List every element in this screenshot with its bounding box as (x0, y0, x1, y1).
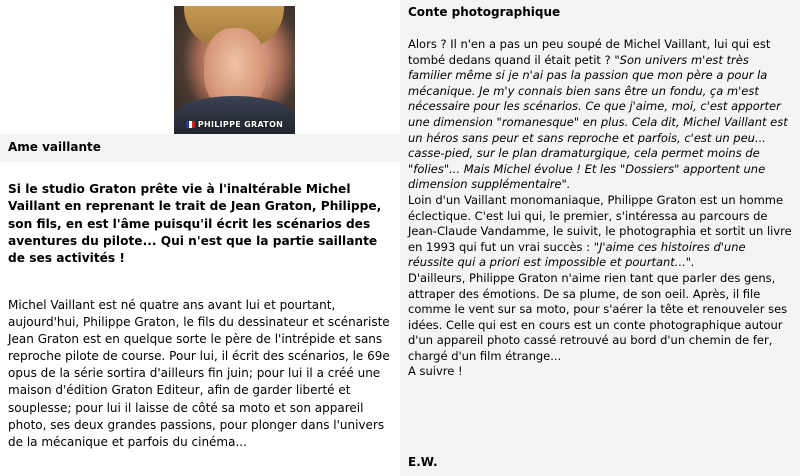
section-title: Ame vaillante (8, 140, 101, 154)
right-text (408, 37, 792, 380)
french-flag-icon (186, 121, 195, 128)
paragraph-4-text: A suivre ! (408, 364, 463, 379)
intro-paragraph: Si le studio Graton prête vie à l'inaltérable Michel Vaillant en reprenant le trait de Jean Graton, Philippe, son fils, en est l'âme puisqu'il écrit les scénarios des aventures du pilote... Qui n'est que la partie saillante de ses activités ! (8, 182, 382, 266)
signature: E.W. (408, 455, 438, 469)
paragraph-3-text: D'ailleurs, Philippe Graton n'aime rien tant que parler des gens, attraper des émotions. De sa plume, de son oeil. Après, il file comme le vent sur sa moto, pour s'aérer la tête et renouveler ses idées. Celle qui est en cours est un conte photographique autour d'un appareil photo cassé retrouvé au bord d'un chemin de fer, chargé d'un film étrange... (408, 270, 788, 363)
paragraph-2-text: Loin d'un Vaillant monomaniaque, Philippe Graton est un homme éclectique. C'est lui qui, le premier, s'intéressa au parcours de Jean-Claude Vandamme, le suivit, le photographia et sortit un livre en 1993 qui fut un vrai succès : (408, 192, 792, 254)
body-paragraph-left: Michel Vaillant est né quatre ans avant lui et pourtant, aujourd'hui, Philippe Graton, le fils du dessinateur et scénariste Jean Graton est en quelque sorte le père de l'intrépide et sans reproche pilote de course. Pour lui, il écrit des scénarios, le 69e opus de la série sortira d'ailleurs fin juin; pour lui il a créé une maison d'édition Graton Editeur, afin de garder liberté et souplesse; pour lui il laisse de côté sa moto et son appareil photo, ses deux grandes passions, pour plonger dans l'univers de la mécanique et parfois du cinéma... (8, 298, 390, 449)
right-title: Conte photographique (408, 5, 561, 19)
portrait-photo (174, 6, 295, 136)
photo-caption (174, 116, 295, 132)
paragraph-2-quote: "J'aime ces histoires d'une réussite qui a priori est impossible et pourtant...". (408, 239, 746, 270)
paragraph-1-text: Alors ? Il n'en a pas un peu soupé de Michel Vaillant, lui qui est tombé dedans quand il était petit ? (408, 37, 771, 67)
photo-caption-text: PHILIPPE GRATON (197, 119, 284, 129)
paragraph-1-quote: "Son univers m'est très familier même si je n'ai pas la passion que mon père a pour la mécanique. Je m'y connais bien sans être un fondu, ça m'est nécessaire pour les scénarios. Ce que j'aime, moi, c'est apporter une dimension "romanesque" en plus. Cela dit, Michel Vaillant est un héros sans peur et sans reproche et parfois, c'est un peu... casse-pied, sur le plan dramaturgique, cela permet moins de "folies"... Mais Michel évolue ! Et les "Dossiers" apportent une dimension supplémentaire". (408, 52, 788, 192)
right-column (400, 0, 800, 476)
photo-area (0, 0, 400, 134)
